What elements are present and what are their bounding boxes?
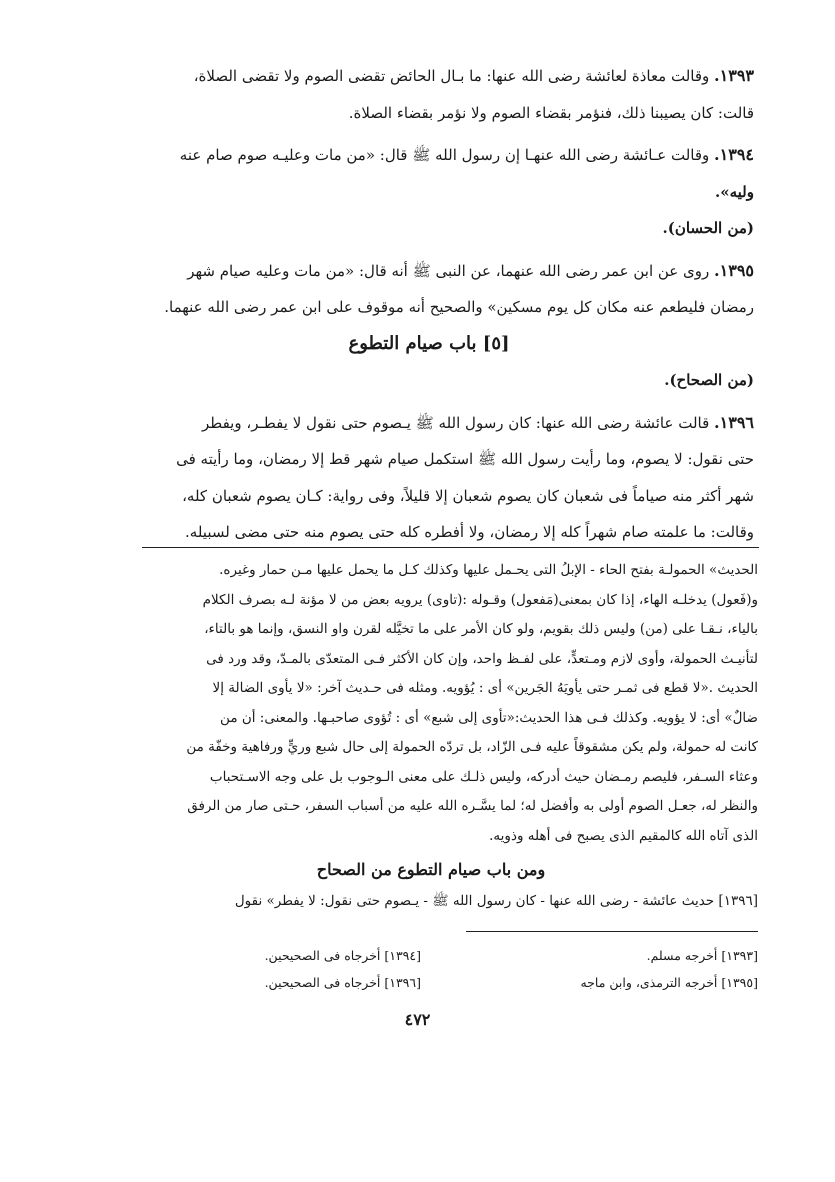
hadith-number: ١٣٩٥	[719, 260, 754, 280]
commentary-line: [١٣٩٦] حديث عائشة - رضى الله عنها - كان رسول الله ﷺ - يـصوم حتى نقول: لا يفطر» نقول	[234, 892, 758, 909]
hadith-1393: ١٣٩٣. وقالت معاذة لعائشة رضى الله عنها: ما بـال الحائض تقضى الصوم ولا تقضى الصلاة،	[193, 66, 754, 85]
hadith-number: ١٣٩٦	[719, 412, 754, 432]
hadith-text-line: حتى نقول: لا يصوم، وما رأيت رسول الله ﷺ استكمل صيام شهر قط إلا رمضان، وما رأيته فى	[176, 450, 754, 468]
commentary-line: الحديث .«لا قطع فى ثمـر حتى يأويَهُ الجَرين» أى : يُؤويه. ومثله فى حـديث آخر: «لا يأوى الضالة إلا	[212, 680, 758, 696]
footnote-1393: [١٣٩٣] أخرجه مسلم.	[646, 948, 758, 963]
hadith-text-line: قالت: كان يصيبنا ذلك، فنؤمر بقضاء الصوم ولا نؤمر بقضاء الصلاة.	[348, 103, 754, 122]
hadith-text: وقالت معاذة لعائشة رضى الله عنها: ما بـال الحائض تقضى الصوم ولا تقضى الصلاة،	[193, 67, 710, 85]
hadith-text-line: وقالت: ما علمته صام شهراً كله إلا رمضان، ولا أفطره كله حتى يصوم منه حتى مضى لسبيله.	[185, 523, 754, 541]
footnotes	[104, 942, 758, 996]
commentary-line: لتأنيـث الحمولة، وأوى لازم ومـتعدٍّ، على لفـظ واحد، وإن كان الأكثر فـى المتعدّى بالمـدّ، وقد ورد فى	[206, 650, 758, 667]
footnote-1395: [١٣٩٥] أخرجه الترمذى، وابن ماجه	[580, 975, 758, 990]
footnote-divider	[466, 931, 758, 932]
commentary-line: الحديث» الحمولـة بفتح الحاء - الإبلُ التى يحـمل عليها وكذلك كـل ما يحمل عليها مـن حمار وغيره.	[219, 562, 758, 578]
hadith-1394: ١٣٩٤. وقالت عـائشة رضى الله عنهـا إن رسول الله ﷺ قال: «من مات وعليـه صوم صام عنه	[179, 145, 754, 164]
commentary-line: والنظر له، جعـل الصوم أولى به وأفضل له؛ لما يسَّـره الله عليه من أسباب السفر، حـتى صار من الرفق	[187, 798, 758, 814]
commentary-line: بالياء، نـقـا على (من) وليس ذلك بقويم، ولو كان الأمر على ما تخيَّله لقرن واو النسق، وإنما هو بالتاء،	[204, 621, 758, 637]
hadith-text: وقالت عـائشة رضى الله عنهـا إن رسول الله ﷺ قال: «من مات وعليـه صوم صام عنه	[179, 146, 710, 164]
commentary-line: ضالٌ» أى: لا يؤويه. وكذلك فـى هذا الحديث:«تأوى إلى شبع» أى : تُؤوى صاحبـها. والمعنى: أن من	[220, 709, 758, 726]
chapter-title: [٥] باب صيام التطوع	[348, 332, 510, 354]
section-label-hisan: (من الحسان).	[662, 219, 754, 237]
hadith-text-line: رمضان فليطعم عنه مكان كل يوم مسكين» والصحيح أنه موقوف على ابن عمر رضى الله عنهما.	[164, 298, 754, 316]
hadith-1395: ١٣٩٥. روى عن ابن عمر رضى الله عنهما، عن النبى ﷺ أنه قال: «من مات وعليه صيام شهر	[187, 260, 754, 280]
commentary-divider	[142, 547, 759, 548]
footnote-1394: [١٣٩٤] أخرجاه فى الصحيحين.	[264, 948, 421, 963]
hadith-number: ١٣٩٣	[719, 66, 754, 85]
commentary-subtitle: ومن باب صيام التطوع من الصحاح	[316, 860, 546, 879]
commentary-line: كانت له حمولة، ولم يكن مشقوقاً عليه فـى الزّاد، بل تردّه الحمولة إلى حال شبع وريٍّ ورفاهية وخفّة من	[186, 739, 758, 755]
hadith-text-line: شهر أكثر منه صياماً فى شعبان كان يصوم شعبان إلا قليلاً، وفى رواية: كـان يصوم شعبان كله،	[182, 486, 754, 505]
hadith-text: قالت عائشة رضى الله عنها: كان رسول الله ﷺ يـصوم حتى نقول لا يفطـر، ويفطر	[202, 413, 710, 432]
hadith-text: روى عن ابن عمر رضى الله عنهما، عن النبى ﷺ أنه قال: «من مات وعليه صيام شهر	[187, 261, 710, 280]
hadith-1396: ١٣٩٦. قالت عائشة رضى الله عنها: كان رسول الله ﷺ يـصوم حتى نقول لا يفطـر، ويفطر	[202, 412, 754, 432]
commentary-line: و(فَعول) يدخلـه الهاء، إذا كان بمعنى(مَفعول) وقـوله :(تاوى) يرويه بعض من لا مؤنة لـه بصرف الكلام	[202, 591, 758, 608]
footnote-1396: [١٣٩٦] أخرجاه فى الصحيحين.	[264, 975, 421, 990]
commentary-line: الذى آتاه الله كالمقيم الذى يصبح فى أهله وذويه.	[489, 827, 758, 844]
commentary-text	[104, 556, 758, 916]
hadith-number: ١٣٩٤	[719, 145, 754, 164]
commentary-line: وعثاء السـفر، فليصم رمـضان حيث أدركه، وليس ذلـك على معنى الـوجوب بل على وجه الاسـتحباب	[209, 768, 758, 785]
main-text	[104, 58, 754, 551]
hadith-text-line: وليه».	[715, 182, 754, 201]
section-label-sihah: (من الصحاح).	[664, 371, 754, 389]
page-number: ٤٧٢	[404, 1010, 431, 1029]
